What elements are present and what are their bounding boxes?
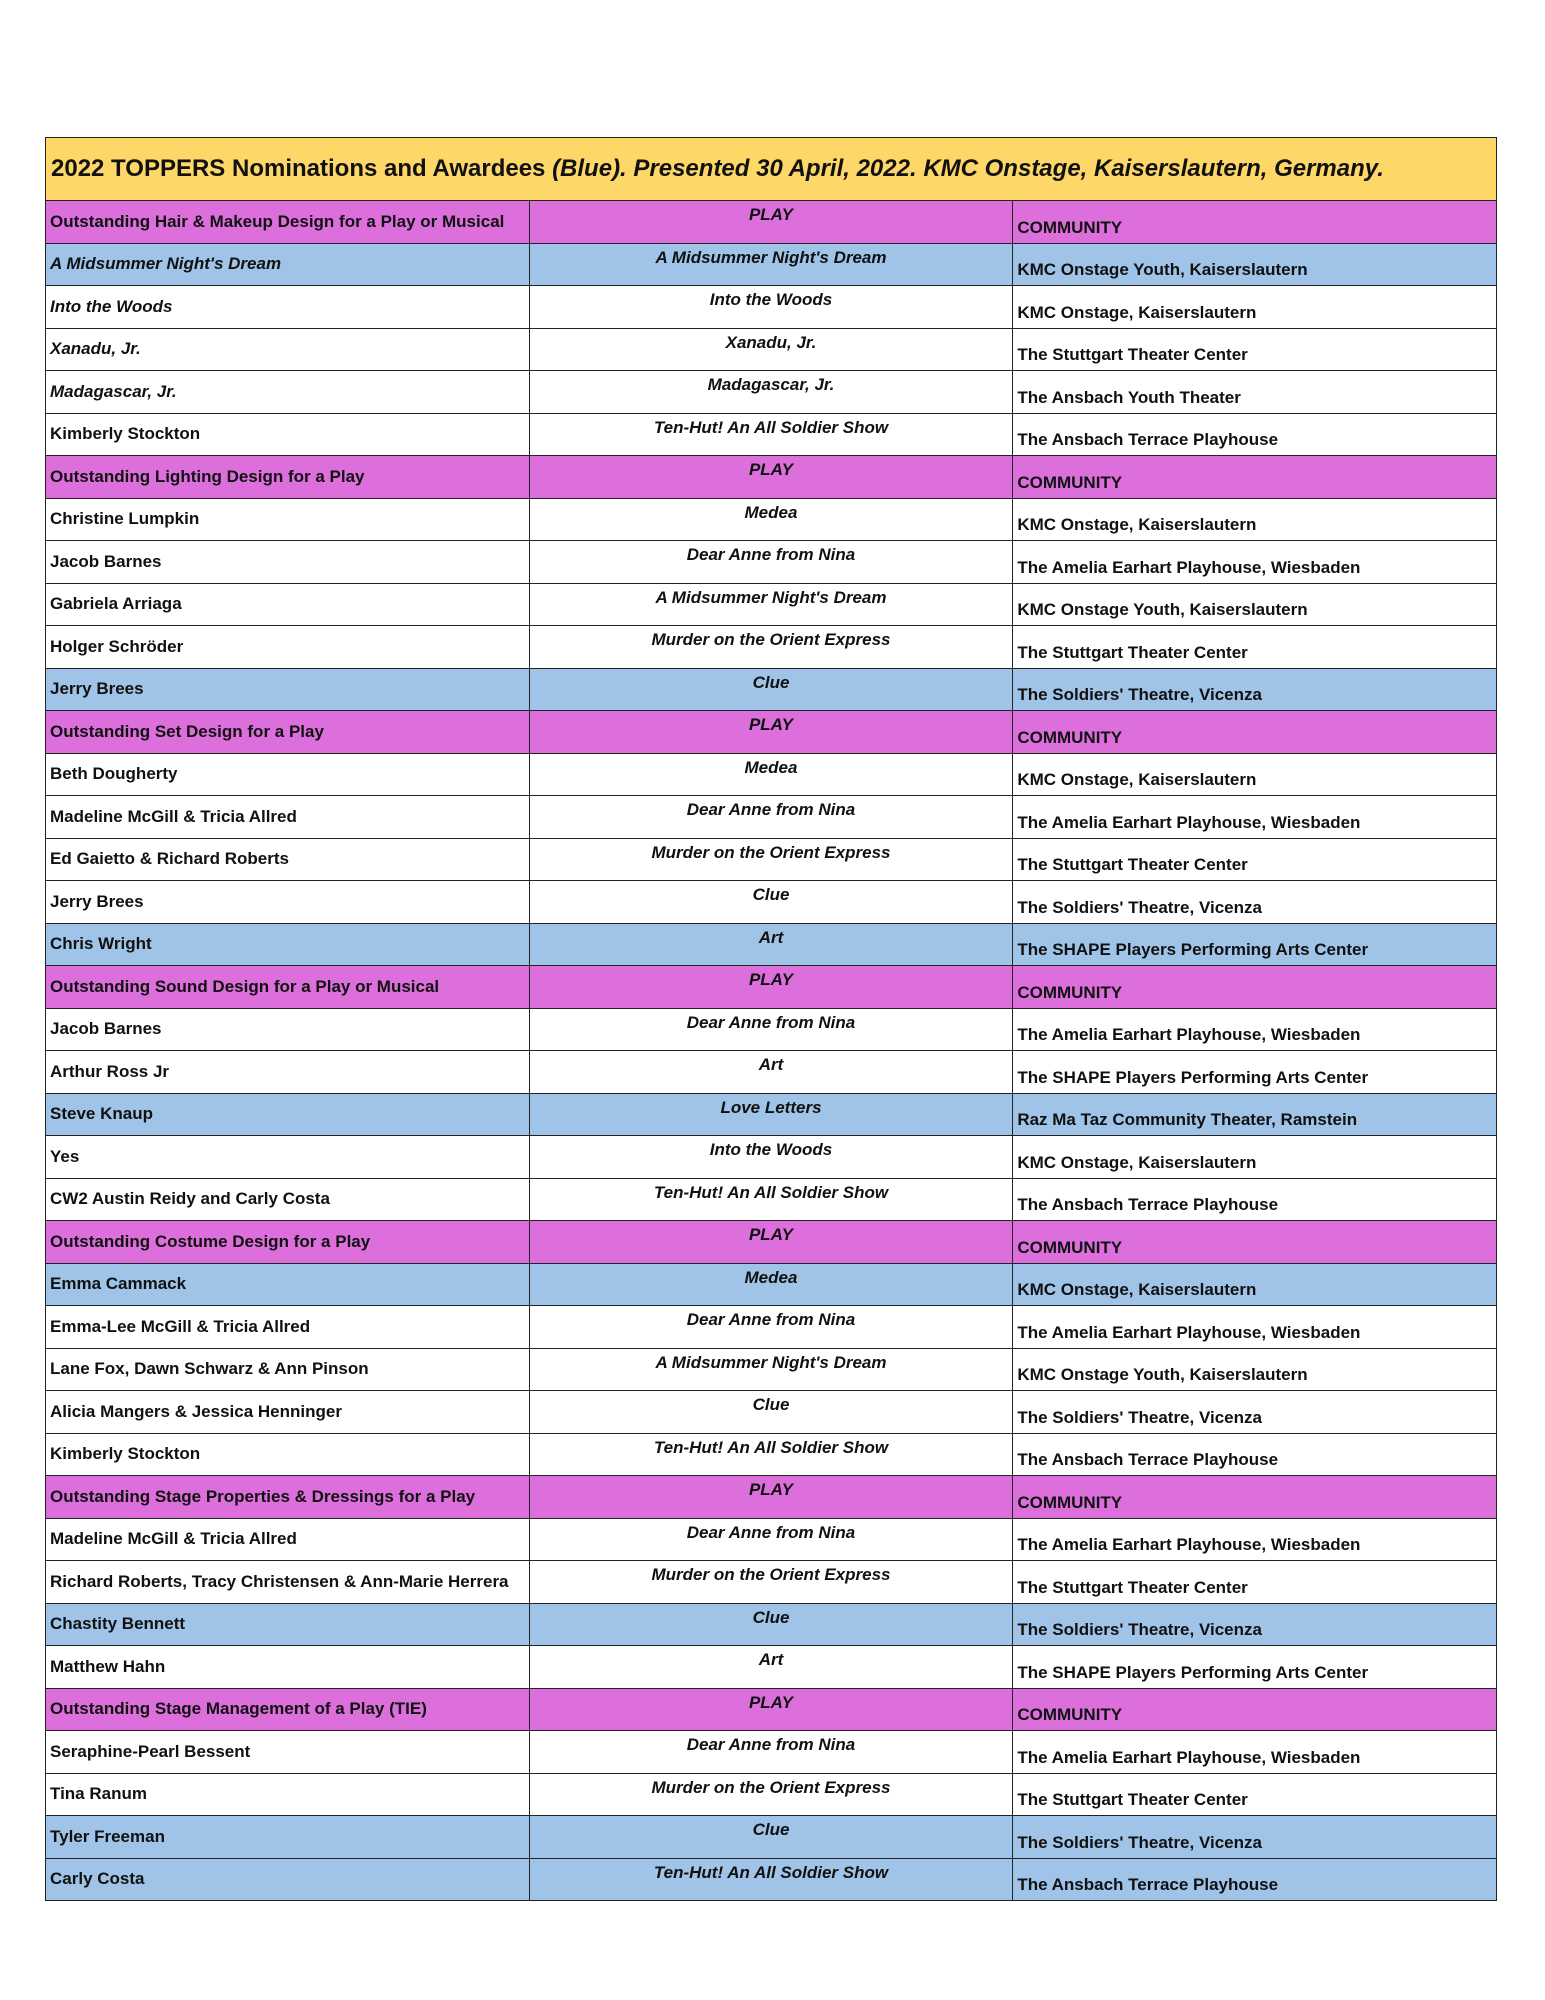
community-name: The Amelia Earhart Playhouse, Wiesbaden <box>1013 796 1497 839</box>
category-header-row <box>46 1688 1497 1731</box>
nominee-row <box>46 413 1497 456</box>
awardee-row <box>46 1603 1497 1646</box>
category-title: Outstanding Costume Design for a Play <box>46 1221 530 1264</box>
nominee-name: A Midsummer Night's Dream <box>46 243 530 286</box>
awardee-row <box>46 243 1497 286</box>
nominee-row <box>46 371 1497 414</box>
awardee-row <box>46 1093 1497 1136</box>
community-name: The Stuttgart Theater Center <box>1013 328 1497 371</box>
nominee-row <box>46 753 1497 796</box>
category-header-row <box>46 456 1497 499</box>
nominee-name: Chastity Bennett <box>46 1603 530 1646</box>
community-name: The Amelia Earhart Playhouse, Wiesbaden <box>1013 1306 1497 1349</box>
play-column-header: PLAY <box>529 201 1013 244</box>
community-name: KMC Onstage, Kaiserslautern <box>1013 498 1497 541</box>
nominee-name: Yes <box>46 1136 530 1179</box>
community-name: KMC Onstage Youth, Kaiserslautern <box>1013 243 1497 286</box>
community-column-header: COMMUNITY <box>1013 711 1497 754</box>
awardee-row <box>46 1263 1497 1306</box>
nominations-table-body <box>46 138 1497 1901</box>
nominee-name: Tina Ranum <box>46 1773 530 1816</box>
community-name: The Soldiers' Theatre, Vicenza <box>1013 1816 1497 1859</box>
play-title: Into the Woods <box>529 286 1013 329</box>
nominations-table <box>45 137 1497 1901</box>
nominee-row <box>46 1136 1497 1179</box>
nominee-name: Alicia Mangers & Jessica Henninger <box>46 1391 530 1434</box>
community-name: KMC Onstage, Kaiserslautern <box>1013 753 1497 796</box>
play-title: Dear Anne from Nina <box>529 1008 1013 1051</box>
title-row <box>46 138 1497 201</box>
play-title: Art <box>529 1646 1013 1689</box>
nominee-name: Madagascar, Jr. <box>46 371 530 414</box>
category-header-row <box>46 966 1497 1009</box>
play-title: Clue <box>529 1391 1013 1434</box>
nominee-name: Christine Lumpkin <box>46 498 530 541</box>
community-name: The Soldiers' Theatre, Vicenza <box>1013 1603 1497 1646</box>
play-title: Dear Anne from Nina <box>529 1306 1013 1349</box>
community-column-header: COMMUNITY <box>1013 1688 1497 1731</box>
community-name: The Amelia Earhart Playhouse, Wiesbaden <box>1013 541 1497 584</box>
nominee-name: CW2 Austin Reidy and Carly Costa <box>46 1178 530 1221</box>
nominee-name: Matthew Hahn <box>46 1646 530 1689</box>
nominee-row <box>46 286 1497 329</box>
community-name: KMC Onstage, Kaiserslautern <box>1013 286 1497 329</box>
nominee-row <box>46 1178 1497 1221</box>
awardee-row <box>46 1816 1497 1859</box>
category-header-row <box>46 711 1497 754</box>
community-name: The SHAPE Players Performing Arts Center <box>1013 1051 1497 1094</box>
nominee-name: Into the Woods <box>46 286 530 329</box>
play-title: Medea <box>529 753 1013 796</box>
nominee-row <box>46 1433 1497 1476</box>
play-title: Ten-Hut! An All Soldier Show <box>529 1178 1013 1221</box>
title-main: 2022 TOPPERS Nominations and Awardees <box>51 155 553 182</box>
play-title: Dear Anne from Nina <box>529 541 1013 584</box>
play-title: Ten-Hut! An All Soldier Show <box>529 1858 1013 1901</box>
nominee-name: Chris Wright <box>46 923 530 966</box>
category-header-row <box>46 1221 1497 1264</box>
play-column-header: PLAY <box>529 966 1013 1009</box>
play-title: Art <box>529 923 1013 966</box>
nominee-row <box>46 1391 1497 1434</box>
community-name: KMC Onstage, Kaiserslautern <box>1013 1136 1497 1179</box>
community-name: The Ansbach Youth Theater <box>1013 371 1497 414</box>
play-column-header: PLAY <box>529 456 1013 499</box>
nominee-name: Carly Costa <box>46 1858 530 1901</box>
nominee-name: Madeline McGill & Tricia Allred <box>46 796 530 839</box>
community-name: The Soldiers' Theatre, Vicenza <box>1013 1391 1497 1434</box>
nominee-name: Steve Knaup <box>46 1093 530 1136</box>
play-title: Clue <box>529 881 1013 924</box>
nominee-name: Jerry Brees <box>46 881 530 924</box>
nominee-name: Gabriela Arriaga <box>46 583 530 626</box>
page-title <box>46 138 1497 201</box>
nominee-name: Beth Dougherty <box>46 753 530 796</box>
play-title: Into the Woods <box>529 1136 1013 1179</box>
nominee-name: Tyler Freeman <box>46 1816 530 1859</box>
nominee-row <box>46 838 1497 881</box>
play-title: Medea <box>529 1263 1013 1306</box>
play-column-header: PLAY <box>529 1221 1013 1264</box>
awardee-row <box>46 668 1497 711</box>
community-name: The Amelia Earhart Playhouse, Wiesbaden <box>1013 1518 1497 1561</box>
nominee-row <box>46 881 1497 924</box>
community-column-header: COMMUNITY <box>1013 201 1497 244</box>
category-title: Outstanding Hair & Makeup Design for a Play or Musical <box>46 201 530 244</box>
nominee-name: Jacob Barnes <box>46 541 530 584</box>
community-name: The Amelia Earhart Playhouse, Wiesbaden <box>1013 1731 1497 1774</box>
nominee-row <box>46 498 1497 541</box>
play-column-header: PLAY <box>529 1688 1013 1731</box>
play-title: Clue <box>529 1816 1013 1859</box>
nominee-row <box>46 796 1497 839</box>
play-title: Dear Anne from Nina <box>529 1731 1013 1774</box>
nominee-row <box>46 541 1497 584</box>
category-title: Outstanding Stage Management of a Play (TIE) <box>46 1688 530 1731</box>
title-italic: (Blue). Presented 30 April, 2022. KMC Onstage, Kaiserslautern, Germany. <box>552 155 1384 182</box>
play-title: Xanadu, Jr. <box>529 328 1013 371</box>
play-title: Madagascar, Jr. <box>529 371 1013 414</box>
category-header-row <box>46 201 1497 244</box>
play-title: Murder on the Orient Express <box>529 838 1013 881</box>
nominee-row <box>46 583 1497 626</box>
community-column-header: COMMUNITY <box>1013 456 1497 499</box>
community-name: Raz Ma Taz Community Theater, Ramstein <box>1013 1093 1497 1136</box>
play-title: A Midsummer Night's Dream <box>529 243 1013 286</box>
play-title: Art <box>529 1051 1013 1094</box>
community-name: The Ansbach Terrace Playhouse <box>1013 1433 1497 1476</box>
nominee-name: Lane Fox, Dawn Schwarz & Ann Pinson <box>46 1348 530 1391</box>
play-column-header: PLAY <box>529 1476 1013 1519</box>
nominee-name: Kimberly Stockton <box>46 413 530 456</box>
community-name: KMC Onstage Youth, Kaiserslautern <box>1013 583 1497 626</box>
community-name: The SHAPE Players Performing Arts Center <box>1013 923 1497 966</box>
nominee-name: Arthur Ross Jr <box>46 1051 530 1094</box>
nominee-name: Xanadu, Jr. <box>46 328 530 371</box>
community-name: The Ansbach Terrace Playhouse <box>1013 1178 1497 1221</box>
play-title: Clue <box>529 668 1013 711</box>
nominee-row <box>46 626 1497 669</box>
nominee-name: Ed Gaietto & Richard Roberts <box>46 838 530 881</box>
play-title: A Midsummer Night's Dream <box>529 583 1013 626</box>
community-name: The Soldiers' Theatre, Vicenza <box>1013 668 1497 711</box>
nominee-name: Jerry Brees <box>46 668 530 711</box>
nominee-row <box>46 1561 1497 1604</box>
community-name: The Stuttgart Theater Center <box>1013 1561 1497 1604</box>
nominee-row <box>46 1518 1497 1561</box>
nominee-name: Holger Schröder <box>46 626 530 669</box>
community-name: The Stuttgart Theater Center <box>1013 1773 1497 1816</box>
play-column-header: PLAY <box>529 711 1013 754</box>
awardee-row <box>46 923 1497 966</box>
nominee-row <box>46 1731 1497 1774</box>
community-name: The Stuttgart Theater Center <box>1013 838 1497 881</box>
nominee-row <box>46 1348 1497 1391</box>
category-header-row <box>46 1476 1497 1519</box>
play-title: Dear Anne from Nina <box>529 796 1013 839</box>
community-name: The SHAPE Players Performing Arts Center <box>1013 1646 1497 1689</box>
play-title: Dear Anne from Nina <box>529 1518 1013 1561</box>
play-title: A Midsummer Night's Dream <box>529 1348 1013 1391</box>
play-title: Ten-Hut! An All Soldier Show <box>529 413 1013 456</box>
nominee-name: Seraphine-Pearl Bessent <box>46 1731 530 1774</box>
nominee-name: Jacob Barnes <box>46 1008 530 1051</box>
category-title: Outstanding Sound Design for a Play or Musical <box>46 966 530 1009</box>
play-title: Murder on the Orient Express <box>529 626 1013 669</box>
nominee-row <box>46 1773 1497 1816</box>
nominee-row <box>46 1306 1497 1349</box>
nominee-name: Kimberly Stockton <box>46 1433 530 1476</box>
community-name: KMC Onstage, Kaiserslautern <box>1013 1263 1497 1306</box>
community-column-header: COMMUNITY <box>1013 1221 1497 1264</box>
community-name: KMC Onstage Youth, Kaiserslautern <box>1013 1348 1497 1391</box>
play-title: Ten-Hut! An All Soldier Show <box>529 1433 1013 1476</box>
nominee-row <box>46 1051 1497 1094</box>
community-column-header: COMMUNITY <box>1013 966 1497 1009</box>
community-name: The Stuttgart Theater Center <box>1013 626 1497 669</box>
community-name: The Amelia Earhart Playhouse, Wiesbaden <box>1013 1008 1497 1051</box>
nominee-name: Emma Cammack <box>46 1263 530 1306</box>
play-title: Medea <box>529 498 1013 541</box>
nominee-row <box>46 328 1497 371</box>
nominee-name: Madeline McGill & Tricia Allred <box>46 1518 530 1561</box>
community-name: The Soldiers' Theatre, Vicenza <box>1013 881 1497 924</box>
awardee-row <box>46 1858 1497 1901</box>
play-title: Clue <box>529 1603 1013 1646</box>
nominee-name: Emma-Lee McGill & Tricia Allred <box>46 1306 530 1349</box>
category-title: Outstanding Set Design for a Play <box>46 711 530 754</box>
community-column-header: COMMUNITY <box>1013 1476 1497 1519</box>
play-title: Murder on the Orient Express <box>529 1773 1013 1816</box>
nominee-name: Richard Roberts, Tracy Christensen & Ann-Marie Herrera <box>46 1561 530 1604</box>
community-name: The Ansbach Terrace Playhouse <box>1013 413 1497 456</box>
nominee-row <box>46 1008 1497 1051</box>
community-name: The Ansbach Terrace Playhouse <box>1013 1858 1497 1901</box>
category-title: Outstanding Stage Properties & Dressings for a Play <box>46 1476 530 1519</box>
category-title: Outstanding Lighting Design for a Play <box>46 456 530 499</box>
play-title: Love Letters <box>529 1093 1013 1136</box>
play-title: Murder on the Orient Express <box>529 1561 1013 1604</box>
nominee-row <box>46 1646 1497 1689</box>
